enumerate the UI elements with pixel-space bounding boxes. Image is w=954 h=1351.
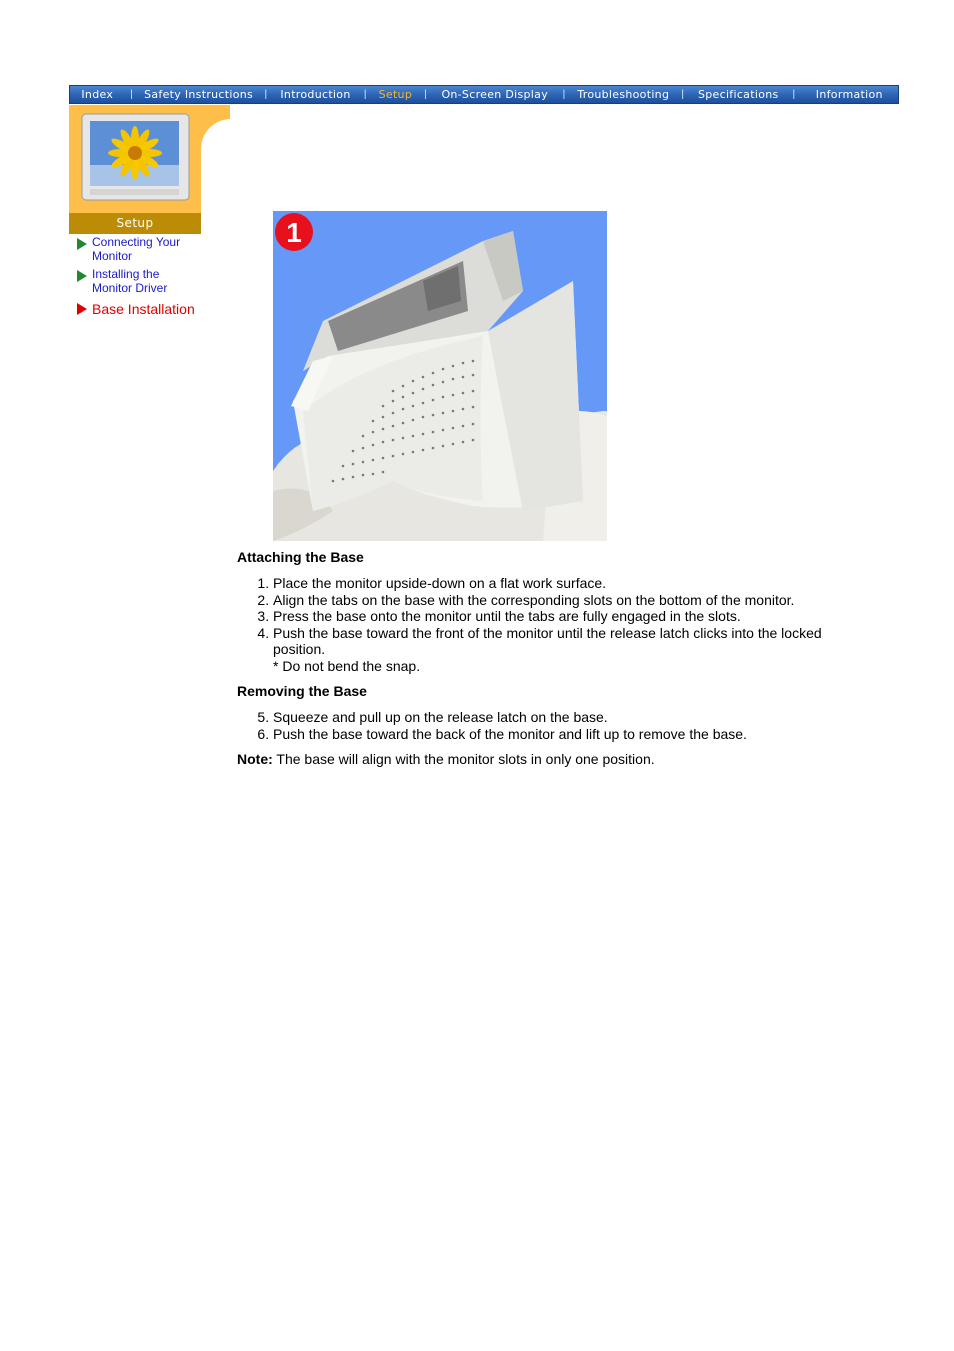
- nav-separator: |: [792, 89, 796, 100]
- sidebar-item-label: Connecting Your Monitor: [92, 235, 181, 263]
- sidebar-item-installing-the-monitor-driver[interactable]: [76, 267, 236, 295]
- nav-separator: |: [264, 89, 268, 100]
- nav-separator: |: [562, 89, 566, 100]
- note-paragraph: [237, 751, 877, 768]
- note-label: Note:: [237, 751, 273, 767]
- arrow-right-icon: [77, 270, 87, 282]
- step-number-badge: 1: [286, 217, 302, 248]
- list-item: 5. Squeeze and pull up on the release latch on the base.: [273, 709, 877, 726]
- nav-item-specifications[interactable]: Specifications: [697, 88, 779, 101]
- nav-separator: |: [363, 89, 367, 100]
- sidebar-item-connecting-your-monitor[interactable]: [76, 235, 236, 263]
- top-nav-bar: [69, 85, 899, 104]
- nav-item-safety-instructions[interactable]: Safety Instructions: [144, 88, 254, 101]
- nav-separator: |: [681, 89, 685, 100]
- step-note: * Do not bend the snap.: [273, 657, 421, 674]
- sidebar-item-base-installation[interactable]: [76, 301, 236, 318]
- arrow-right-icon: [77, 303, 87, 315]
- nav-separator: |: [424, 89, 427, 100]
- banner-curve: [201, 119, 261, 239]
- attach-section-title: Attaching the Base: [237, 549, 364, 565]
- sidebar-item-label: Base Installation: [92, 301, 195, 317]
- section-banner: [69, 105, 230, 234]
- sidebar-item-label: Installing the Monitor Driver: [92, 267, 168, 295]
- note-text: The base will align with the monitor slots in only one position.: [272, 751, 655, 767]
- remove-section-title: Removing the Base: [237, 683, 367, 699]
- monitor-thumbnail-icon: [81, 113, 191, 205]
- sidebar-nav: [76, 235, 236, 322]
- nav-item-setup[interactable]: Setup: [378, 88, 413, 101]
- instructions-content: [237, 549, 877, 768]
- arrow-right-icon: [77, 238, 87, 250]
- nav-item-troubleshooting[interactable]: Troubleshooting: [577, 88, 670, 101]
- list-item: 1. Place the monitor upside-down on a flat work surface.: [273, 575, 877, 592]
- list-item: 3. Press the base onto the monitor until the tabs are fully engaged in the slots.: [273, 608, 877, 625]
- list-item: 2. Align the tabs on the base with the corresponding slots on the bottom of the monitor.: [273, 592, 877, 609]
- remove-steps-list: [237, 709, 877, 742]
- nav-item-information[interactable]: Information: [815, 88, 883, 101]
- list-item: 4. Push the base toward the front of the monitor until the release latch clicks into the locked position. * Do not bend the snap.: [273, 625, 877, 675]
- nav-separator: |: [130, 89, 133, 100]
- nav-item-on-screen-display[interactable]: On-Screen Display: [441, 88, 548, 101]
- nav-item-index[interactable]: Index: [81, 88, 114, 101]
- section-label: Setup: [69, 213, 201, 234]
- attach-steps-list: [237, 575, 877, 674]
- list-item: 6. Push the base toward the back of the monitor and lift up to remove the base.: [273, 726, 877, 743]
- base-installation-photo: [273, 211, 607, 541]
- nav-item-introduction[interactable]: Introduction: [280, 88, 351, 101]
